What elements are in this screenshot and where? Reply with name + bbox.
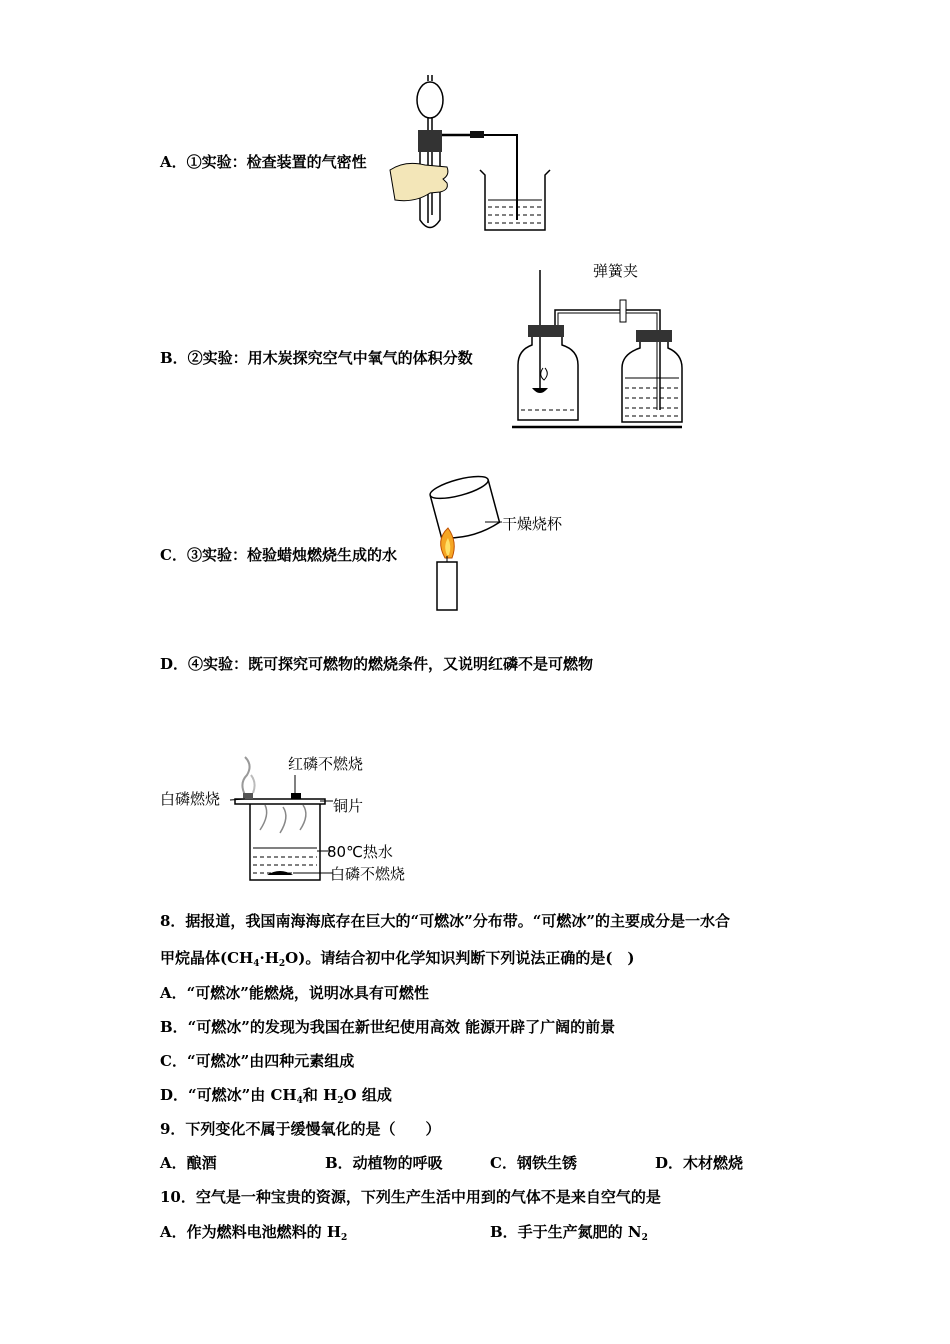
q10-stem: 10．空气是一种宝贵的资源，下列生产生活中用到的气体不是来自空气的是	[160, 1188, 661, 1206]
figure-d-label-copper: 铜片	[333, 797, 364, 815]
q8-option-d: D．“可燃冰”由 $CH_4$和 $H_2O$ 组成	[160, 1086, 392, 1106]
q10-option-b: B．手于生产氮肥的 $N_2$	[490, 1223, 648, 1243]
q10-option-a: A．作为燃料电池燃料的 $H_2$	[160, 1223, 348, 1243]
q9-option-c: C．钢铁生锈	[490, 1154, 577, 1172]
q9-option-b: B．动植物的呼吸	[325, 1154, 443, 1172]
q7-option-b: B．②实验：用木炭探究空气中氧气的体积分数	[160, 349, 473, 367]
figure-d-label-white-phosphorus-burning: 白磷燃烧	[160, 790, 221, 808]
q8-stem-line1: 8．据报道，我国南海海底存在巨大的“可燃冰”分布带。“可燃冰”的主要成分是一水合	[160, 912, 730, 930]
figure-carbon-oxygen-experiment	[510, 270, 690, 435]
q9-option-a: A．酿酒	[160, 1154, 217, 1172]
q8-option-a: A．“可燃冰”能燃烧，说明冰具有可燃性	[160, 984, 429, 1002]
figure-phosphorus-combustion	[225, 755, 335, 885]
q8-option-b: B．“可燃冰”的发现为我国在新世纪使用高效 能源开辟了广阔的前景	[160, 1018, 616, 1036]
q9-option-d: D．木材燃烧	[655, 1154, 744, 1172]
figure-c-label-dry-beaker: 干燥烧杯	[502, 515, 563, 533]
q8-stem-line2: 甲烷晶体$(CH_4\cdot H_2O)$。请结合初中化学知识判断下列说法正确的是( )	[160, 949, 635, 969]
q7-option-d: D．④实验：既可探究可燃物的燃烧条件，又说明红磷不是可燃物	[160, 655, 594, 673]
figure-b-label-clamp: 弹簧夹	[593, 262, 639, 280]
q7-option-c: C．③实验：检验蜡烛燃烧生成的水	[160, 546, 397, 564]
figure-d-label-white-phosphorus-not-burning: 白磷不燃烧	[330, 865, 406, 883]
figure-d-label-red-phosphorus: 红磷不燃烧	[288, 755, 364, 773]
q7-option-a: A．①实验：检查装置的气密性	[160, 153, 367, 171]
figure-airtightness-check	[385, 75, 555, 235]
q8-option-c: C．“可燃冰”由四种元素组成	[160, 1052, 355, 1070]
q9-stem: 9．下列变化不属于缓慢氧化的是（ ）	[160, 1120, 441, 1138]
figure-candle-beaker	[420, 470, 510, 615]
figure-d-label-hot-water: 80℃热水	[327, 843, 393, 861]
